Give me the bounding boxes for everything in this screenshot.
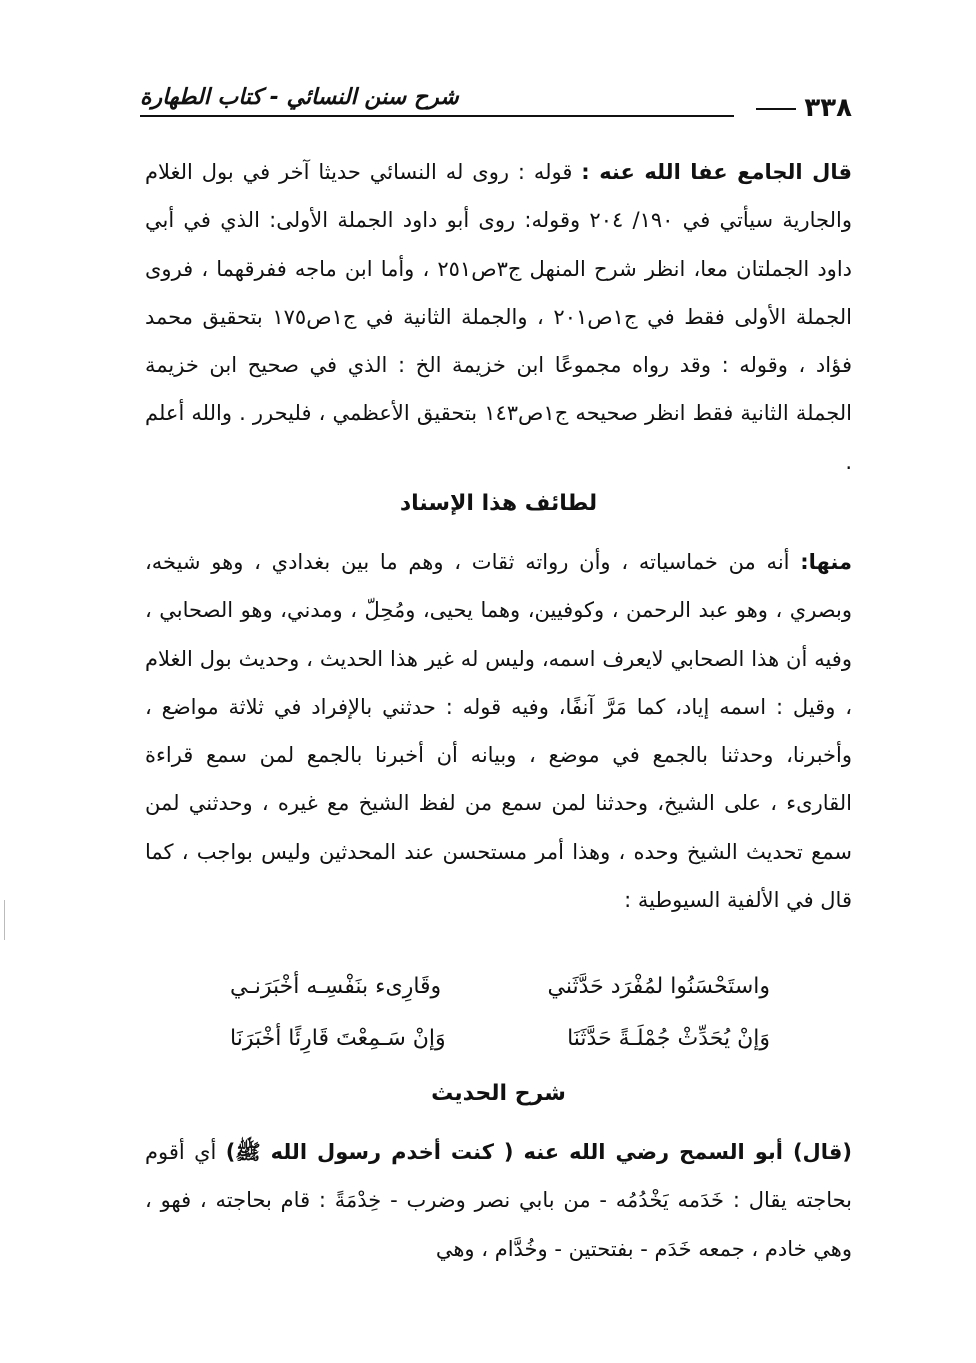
page-number-dash [756, 108, 796, 110]
verse-1-first-hemistich: واستَحْسَنُوا لمُفْرَد حَدَّثَني [547, 974, 770, 999]
intro-paragraph [145, 148, 852, 486]
verse-line-2 [230, 1014, 770, 1064]
isnad-paragraph [145, 538, 852, 924]
isnad-lead: منها: [800, 550, 852, 574]
running-title: شرح سنن النسائي - كتاب الطهارة [140, 85, 459, 110]
scan-margin-mark [4, 900, 5, 940]
verse-2-first-hemistich: وَإنْ يُحَدِّثْ جُمْلَـةً حَدَّثَنَا [567, 1026, 770, 1051]
header-rule [140, 115, 734, 117]
sharh-paragraph [145, 1128, 852, 1273]
page-number-value: ٣٣٨ [804, 93, 852, 123]
intro-text: قوله : روى له النسائي حديثا آخر في بول الغلام والجارية سيأتي في ١٩٠/ ٢٠٤ وقوله: روى أبو داود الجملة الأولى: الذي في أبي داود الجملتان معا، انظر شرح المنهل ج٣ص٢٥١ ، وأما ابن ماجه ففرقهما ، فروى الجملة الأولى فقط في ج١ص٢٠١ ، والجملة الثانية في ج١ص١٧٥ بتحقيق محمد فؤاد ، وقوله : وقد رواه مجموعًا ابن خزيمة الخ : الذي في صحيح ابن خزيمة الجملة الثانية فقط انظر صحيحه ج١ص١٤٣ بتحقيق الأعظمي ، فليحرر . والله أعلم . [145, 160, 853, 474]
sharh-lead: (قال) أبو السمح رضي الله عنه ( كنت أخدم رسول الله ﷺ) [225, 1140, 852, 1164]
isnad-text: أنه من خماسياته ، وأن رواته ثقات ، وهم ما بين بغدادي ، وهو شيخه، وبصري ، وهو عبد الرحمن ، وكوفيين، وهما يحيى، ومُحِلّ ، ومدني، وهو الصحابي ، وفيه أن هذا الصحابي لايعرف اسمه، وليس له غير هذا الحديث ، وحديث بول الغلام ، وقيل : اسمه إياد، كما مَرَّ آنفًا، وفيه قوله : حدثني بالإفراد في ثلاثة مواضع ، وأخبرنا، وحدثنا بالجمع في موضع ، وبيانه أن أخبرنا بالجمع لمن سمع قراءة القارىء ، على الشيخ، وحدثنا لمن سمع من لفظ الشيخ مع غيره ، وحدثني لمن سمع تحديث الشيخ وحده ، وهذا أمر مستحسن عند المحدثين وليس بواجب ، كما قال في الألفية السيوطية : [145, 550, 852, 913]
intro-lead: قال الجامع عفا الله عنه : [581, 160, 852, 184]
section-title-isnad: لطائف هذا الإسناد [399, 491, 598, 516]
verse-1-second-hemistich: وقَارِىء بنَفْسِـه أخْبَرَنـي [230, 974, 442, 999]
verse-2-second-hemistich: وَإنْ سَـمِعْتَ قَارِئًا أخْبَرَنَا [230, 1026, 446, 1051]
sharh-text: أي أقوم بحاجته يقال : خَدَمه يَخْدُمُه - من بابي نصر وضرب - خِدْمَةً : قام بحاجته ، فهو ، وهي خادم ، جمعه خَدَم - بفتحتين - وخُدَّام ، وهي [145, 1140, 852, 1261]
page-header [140, 82, 852, 123]
page-number [756, 92, 852, 124]
section-title-sharh: شرح الحديث [431, 1081, 566, 1106]
verse-line-1 [230, 962, 770, 1012]
